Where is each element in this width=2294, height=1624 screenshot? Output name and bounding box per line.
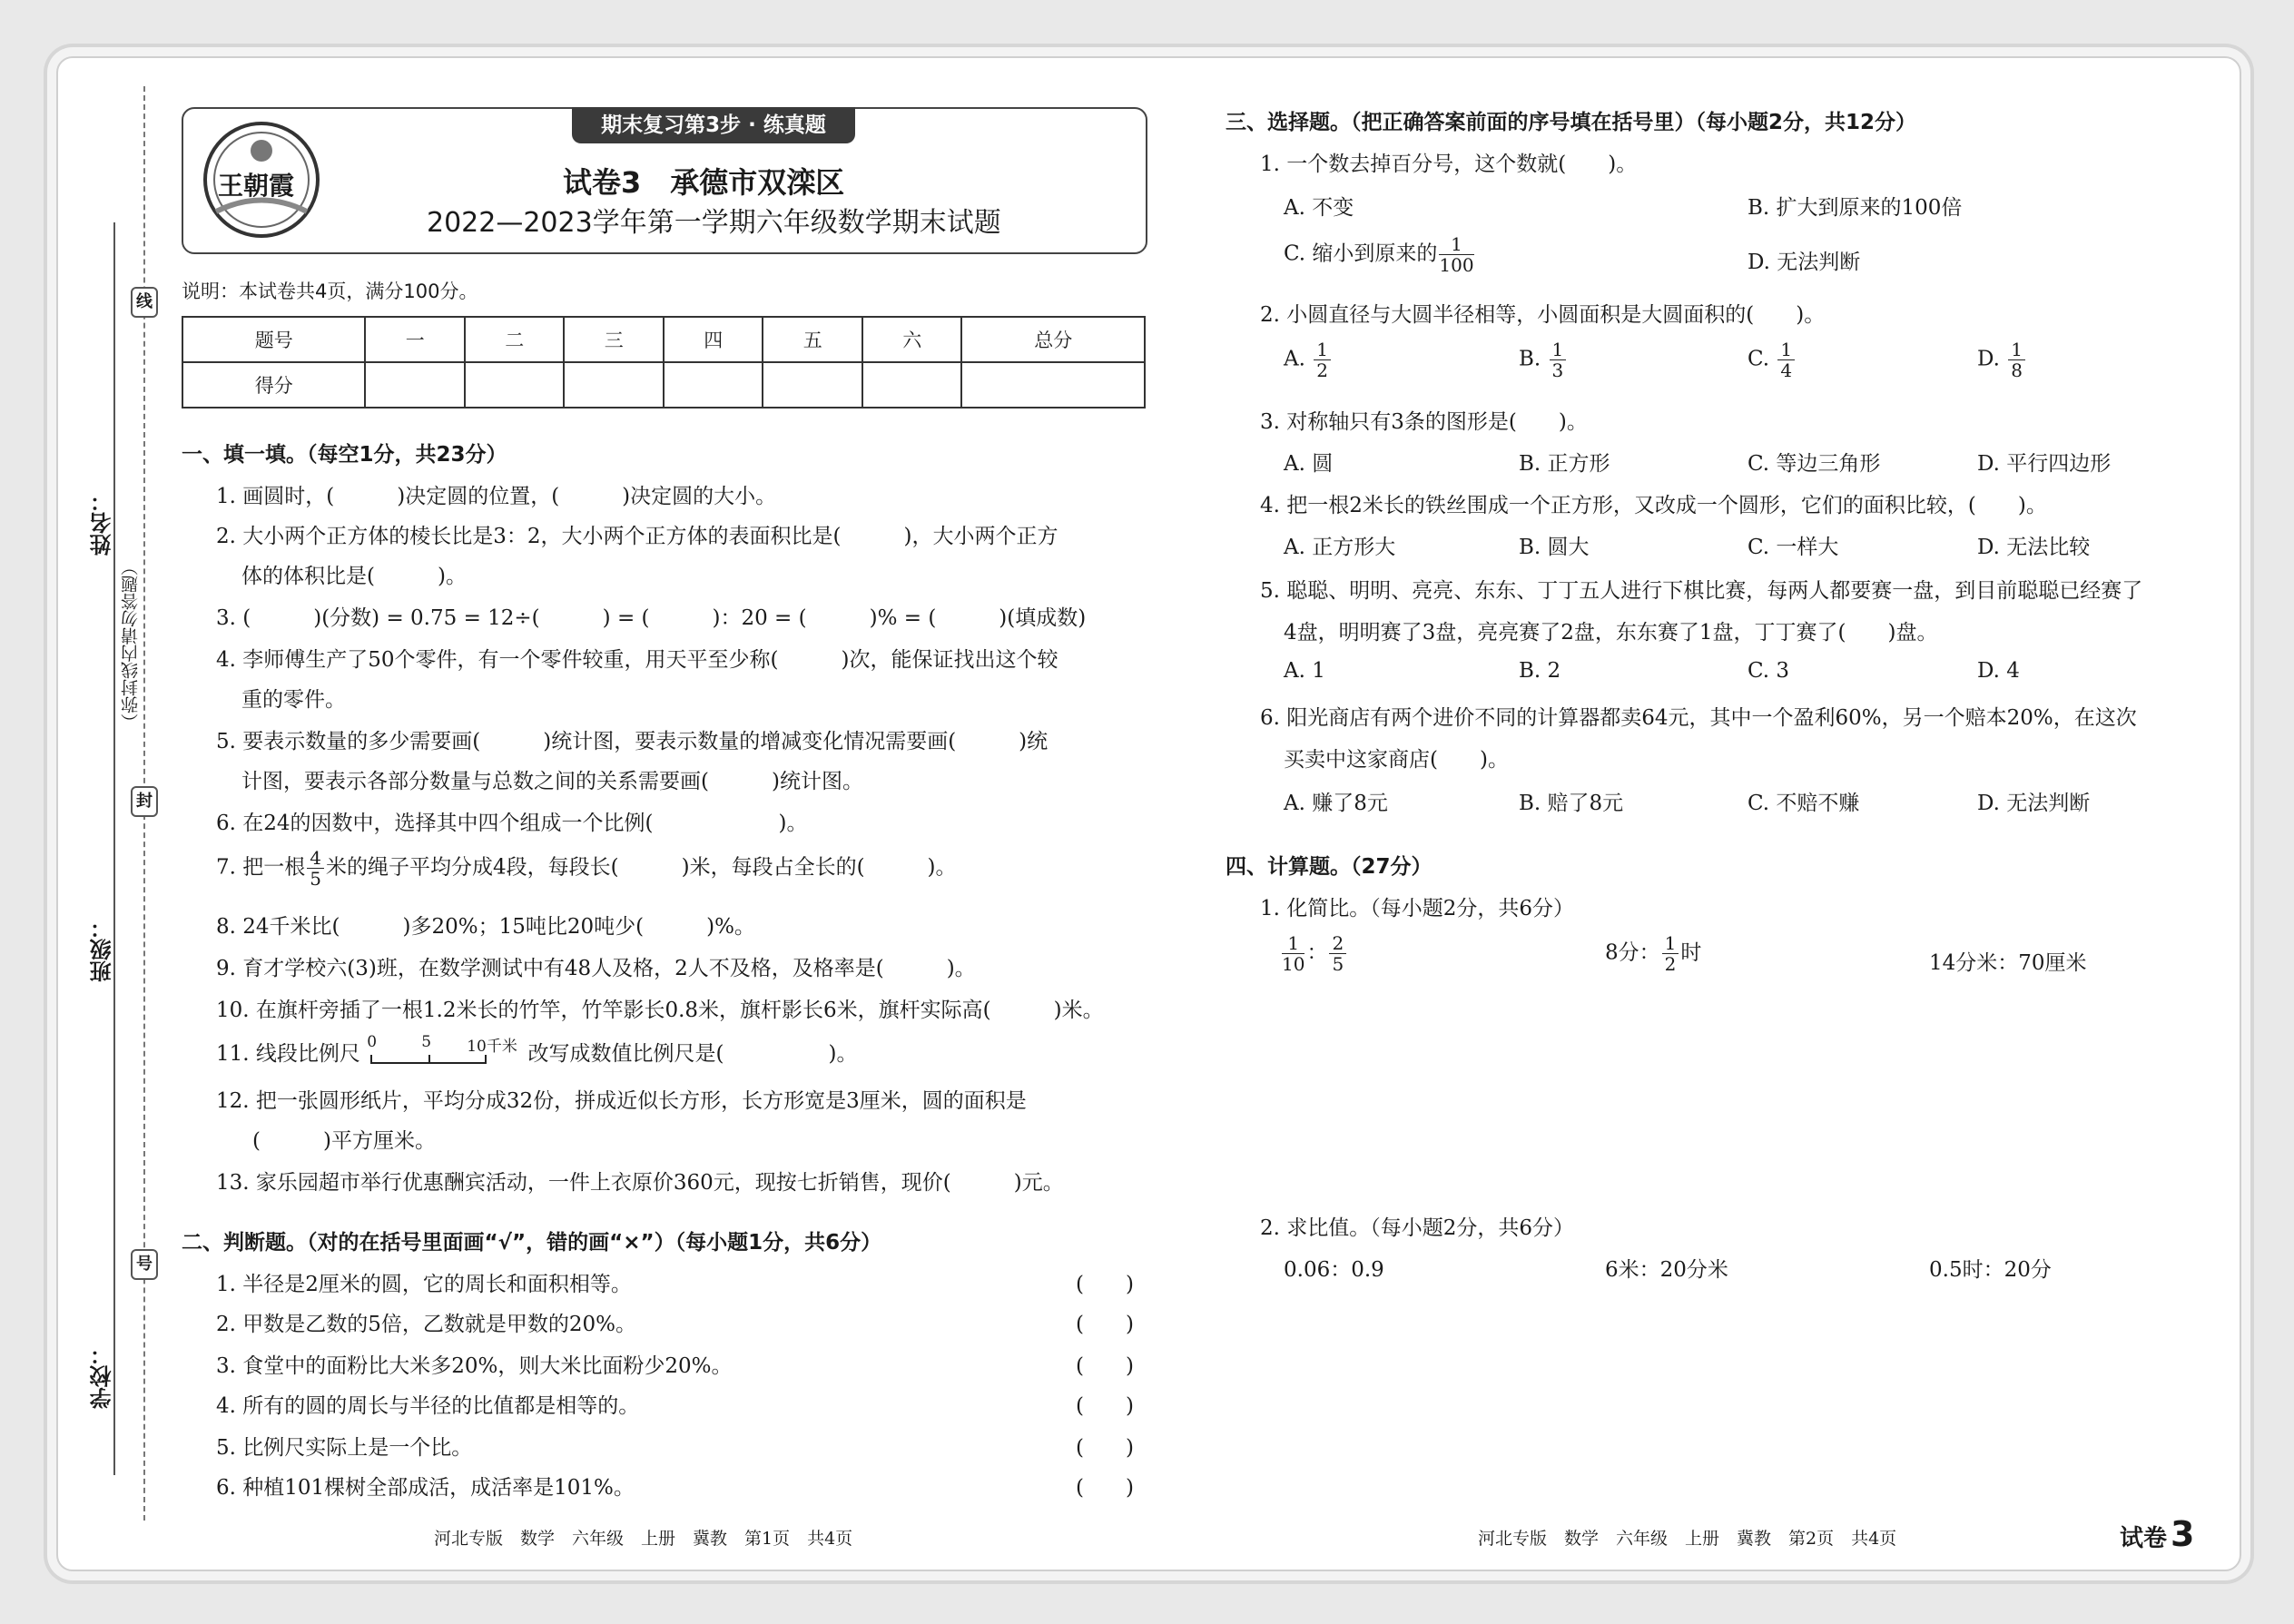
scale-tick <box>428 1055 430 1064</box>
s3-option: A. 赚了8元 <box>1284 792 1388 815</box>
section3-title: 三、选择题。（把正确答案前面的序号填在括号里）（每小题2分，共12分） <box>1226 111 1917 134</box>
s3-q1: 1. 一个数去掉百分号，这个数就( )。 <box>1260 153 1638 176</box>
s2-item: 4. 所有的圆的周长与半径的比值都是相等的。 <box>216 1394 640 1418</box>
score-header-cell: 题号 <box>182 317 365 362</box>
s3-option-c <box>1284 234 1476 275</box>
scale-tick-label: 10千米 <box>467 1038 517 1056</box>
score-cell[interactable] <box>763 362 862 408</box>
s4-sub1: 1. 化简比。（每小题2分，共6分） <box>1260 897 1575 920</box>
score-table-header-row <box>182 317 1145 362</box>
q11-rest: 改写成数值比例尺是( )。 <box>527 1042 858 1066</box>
s4-ratio-value: 0.5时：20分 <box>1929 1258 2052 1282</box>
s3-q6: 6. 阳光商店有两个进价不同的计算器都卖64元，其中一个盈利60%，另一个赔本20%，在这次 <box>1260 706 2137 730</box>
s4-ratio-a <box>1280 933 1348 974</box>
opt-text: C. 缩小到原来的 <box>1284 241 1438 266</box>
frac-den: 3 <box>1551 359 1564 381</box>
option-fraction <box>1439 234 1473 275</box>
q11-prefix: 11. 线段比例尺 <box>216 1042 360 1066</box>
s3-option: C. 不赔不赚 <box>1748 792 1860 815</box>
s3-option: B. 扩大到原来的100倍 <box>1748 196 1963 220</box>
score-cell[interactable] <box>564 362 664 408</box>
section2-title: 二、判断题。（对的在括号里面画“√”，错的画“×”）（每小题1分，共6分） <box>182 1231 882 1255</box>
s3-option: A. 1 <box>1284 659 1325 683</box>
s3-option: B. 赔了8元 <box>1519 792 1624 815</box>
frac-num: 1 <box>1439 234 1473 255</box>
s3-option: A. 圆 <box>1284 452 1334 476</box>
frac-den: 4 <box>1780 359 1793 381</box>
answer-bracket[interactable]: ( ) <box>1076 1354 1134 1378</box>
s2-item: 6. 种植101棵树全部成活，成活率是101%。 <box>216 1476 635 1500</box>
s1-item: 4. 李师傅生产了50个零件，有一个零件较重，用天平至少称( )次，能保证找出这个较 <box>216 648 1058 672</box>
section1-title: 一、填一填。（每空1分，共23分） <box>182 443 507 467</box>
s3-q4: 4. 把一根2米长的铁丝围成一个正方形，又改成一个圆形，它们的面积比较，( )。 <box>1260 494 2047 517</box>
binding-solid-line <box>113 222 115 1475</box>
frac-num: 1 <box>1777 340 1795 360</box>
s1-item: 6. 在24的因数中，选择其中四个组成一个比例( )。 <box>216 812 808 835</box>
score-header-cell: 四 <box>664 317 763 362</box>
frac-num: 1 <box>2008 340 2025 360</box>
exam-note: 说明：本试卷共4页，满分100分。 <box>182 281 478 302</box>
score-table-score-row <box>182 362 1145 408</box>
s1-item: 5. 要表示数量的多少需要画( )统计图，要表示数量的增减变化情况需要画( )统 <box>216 730 1049 753</box>
s1-item: 1. 画圆时，( )决定圆的位置，( )决定圆的大小。 <box>216 485 777 508</box>
s3-q2: 2. 小圆直径与大圆半径相等，小圆面积是大圆面积的( )。 <box>1260 303 1826 327</box>
q7-prefix: 7. 把一根 <box>216 855 306 880</box>
scale-tick <box>370 1055 372 1064</box>
option-fraction <box>2008 340 2025 380</box>
logo-text: 王朝霞 <box>218 171 295 201</box>
s2-item: 3. 食堂中的面粉比大米多20%，则大米比面粉少20%。 <box>216 1354 733 1378</box>
s1-item: 10. 在旗杆旁插了一根1.2米长的竹竿，竹竿影长0.8米，旗杆影长6米，旗杆实际高( )米。 <box>216 999 1104 1022</box>
seal-note: （弥封线内请勿答题） <box>121 558 141 731</box>
score-header-cell: 五 <box>763 317 862 362</box>
footer-right: 河北专版 数学 六年级 上册 冀教 第2页 共4页 <box>1478 1529 1897 1549</box>
answer-bracket[interactable]: ( ) <box>1076 1273 1134 1296</box>
ratio-suffix: 时 <box>1680 940 1702 965</box>
ratio-fraction <box>1662 933 1679 974</box>
s1-item-11 <box>216 1033 858 1069</box>
binding-mark-number: 号 <box>131 1249 158 1280</box>
s1-item: 体的体积比是( )。 <box>241 565 467 588</box>
s4-ratio-b <box>1605 933 1701 974</box>
s3-q6: 买卖中这家商店( )。 <box>1284 748 1509 772</box>
frac-den: 2 <box>1316 359 1328 381</box>
answer-bracket[interactable]: ( ) <box>1076 1476 1134 1500</box>
s2-item: 1. 半径是2厘米的圆，它的周长和面积相等。 <box>216 1273 632 1296</box>
s1-item-7 <box>216 848 957 889</box>
s1-item: ( )平方厘米。 <box>252 1129 436 1153</box>
score-cell[interactable] <box>664 362 763 408</box>
score-cell[interactable] <box>862 362 962 408</box>
school-label: 学校： <box>90 1343 115 1409</box>
score-header-cell: 一 <box>365 317 465 362</box>
scale-bar <box>367 1033 521 1069</box>
ratio-prefix: 8分： <box>1605 940 1660 965</box>
answer-bracket[interactable]: ( ) <box>1076 1394 1134 1418</box>
frac-num: 1 <box>1662 933 1679 954</box>
opt-label: C. <box>1748 347 1770 371</box>
scale-tick-label: 5 <box>421 1033 432 1051</box>
opt-label: D. <box>1977 347 2000 371</box>
option-fraction <box>1550 340 1567 380</box>
s3-option: D. 平行四边形 <box>1977 452 2112 476</box>
frac-den: 100 <box>1439 254 1474 276</box>
q7-rest: 米的绳子平均分成4段，每段长( )米，每段占全长的( )。 <box>326 855 957 880</box>
scale-tick-label: 0 <box>367 1033 378 1051</box>
s4-ratio-value: 0.06：0.9 <box>1284 1258 1384 1282</box>
score-header-cell: 三 <box>564 317 664 362</box>
s3-q2-option <box>1519 340 1568 380</box>
ratio-fraction <box>1329 933 1346 974</box>
s3-q2-option <box>1977 340 2027 380</box>
s1-item: 2. 大小两个正方体的棱长比是3：2，大小两个正方体的表面积比是( )，大小两个正方 <box>216 525 1058 548</box>
s2-item: 2. 甲数是乙数的5倍，乙数就是甲数的20%。 <box>216 1313 637 1336</box>
s3-q3: 3. 对称轴只有3条的图形是( )。 <box>1260 410 1588 434</box>
ratio-colon: ： <box>1306 940 1328 965</box>
frac-den: 2 <box>1664 953 1677 975</box>
exam-subtitle: 2022—2023学年第一学期六年级数学期末试题 <box>427 207 1001 239</box>
frac-den: 10 <box>1282 953 1305 975</box>
s3-q5: 5. 聪聪、明明、亮亮、东东、丁丁五人进行下棋比赛，每两人都要赛一盘，到目前聪聪已经赛了 <box>1260 579 2143 603</box>
opt-label: B. <box>1519 347 1541 371</box>
score-header-cell: 六 <box>862 317 962 362</box>
class-label: 班级： <box>90 917 115 982</box>
header-banner: 期末复习第3步 · 练真题 <box>572 107 855 143</box>
badge-number: 3 <box>2171 1514 2195 1554</box>
s1-item: 计图，要表示各部分数量与总数之间的关系需要画( )统计图。 <box>241 770 863 793</box>
footer-left: 河北专版 数学 六年级 上册 冀教 第1页 共4页 <box>434 1529 853 1549</box>
s3-option: D. 无法判断 <box>1748 251 1861 274</box>
s2-item: 5. 比例尺实际上是一个比。 <box>216 1436 473 1460</box>
s1-item: 9. 育才学校六(3)班，在数学测试中有48人及格，2人不及格，及格率是( )。 <box>216 957 976 980</box>
score-header-cell: 二 <box>465 317 565 362</box>
s4-ratio-value: 6米：20分米 <box>1605 1258 1728 1282</box>
exam-title: 试卷3 承德市双滦区 <box>563 165 845 200</box>
name-label: 姓名： <box>90 490 115 556</box>
frac-num: 2 <box>1329 933 1346 954</box>
scale-tick <box>485 1055 487 1064</box>
s1-item: 13. 家乐园超市举行优惠酬宾活动，一件上衣原价360元，现按七折销售，现价( )元。 <box>216 1171 1064 1195</box>
s1-item: 8. 24千米比( )多20%；15吨比20吨少( )%。 <box>216 915 755 939</box>
s3-option: A. 不变 <box>1284 196 1354 220</box>
score-cell[interactable] <box>365 362 465 408</box>
q7-fraction <box>307 848 324 889</box>
s3-option: C. 3 <box>1748 659 1790 683</box>
s1-item: 12. 把一张圆形纸片，平均分成32份，拼成近似长方形，长方形宽是3厘米，圆的面积是 <box>216 1089 1027 1113</box>
s3-option: D. 无法判断 <box>1977 792 2091 815</box>
s4-sub2: 2. 求比值。（每小题2分，共6分） <box>1260 1216 1575 1240</box>
option-fraction <box>1314 340 1331 380</box>
binding-mark-line: 线 <box>131 287 158 318</box>
s1-item: 3. ( )(分数) = 0.75 = 12÷( ) = ( )：20 = ( )% = ( )(填成数) <box>216 606 1087 630</box>
badge-label: 试卷 <box>2120 1525 2168 1552</box>
section4-title: 四、计算题。（27分） <box>1226 855 1433 879</box>
s3-option: D. 4 <box>1977 659 2020 683</box>
frac-num: 1 <box>1282 933 1305 954</box>
frac-den: 8 <box>2011 359 2023 381</box>
s3-option: A. 正方形大 <box>1284 536 1396 559</box>
s3-option: C. 等边三角形 <box>1748 452 1881 476</box>
s3-option: B. 2 <box>1519 659 1561 683</box>
score-header-cell: 总分 <box>961 317 1145 362</box>
s3-q2-option <box>1284 340 1333 380</box>
frac-num: 1 <box>1550 340 1567 360</box>
s3-q2-option <box>1748 340 1797 380</box>
score-table <box>182 316 1146 408</box>
option-fraction <box>1777 340 1795 380</box>
score-cell[interactable] <box>961 362 1145 408</box>
s3-q5: 4盘，明明赛了3盘，亮亮赛了2盘，东东赛了1盘，丁丁赛了( )盘。 <box>1284 621 1938 645</box>
publisher-logo <box>198 116 325 243</box>
s3-option: B. 正方形 <box>1519 452 1610 476</box>
answer-bracket[interactable]: ( ) <box>1076 1436 1134 1460</box>
ratio-fraction <box>1282 933 1305 974</box>
frac-num: 4 <box>307 848 324 869</box>
paper-badge <box>2120 1514 2194 1554</box>
binding-mark-seal: 封 <box>131 786 158 817</box>
s3-option: C. 一样大 <box>1748 536 1839 559</box>
s3-option: D. 无法比较 <box>1977 536 2091 559</box>
frac-den: 5 <box>310 868 321 890</box>
s1-item: 重的零件。 <box>241 688 346 712</box>
score-row-label: 得分 <box>182 362 365 408</box>
answer-bracket[interactable]: ( ) <box>1076 1313 1134 1336</box>
s4-ratio-c: 14分米：70厘米 <box>1929 951 2087 975</box>
opt-label: A. <box>1284 347 1305 371</box>
s3-option: B. 圆大 <box>1519 536 1590 559</box>
frac-den: 5 <box>1332 953 1344 975</box>
frac-num: 1 <box>1314 340 1331 360</box>
score-cell[interactable] <box>465 362 565 408</box>
